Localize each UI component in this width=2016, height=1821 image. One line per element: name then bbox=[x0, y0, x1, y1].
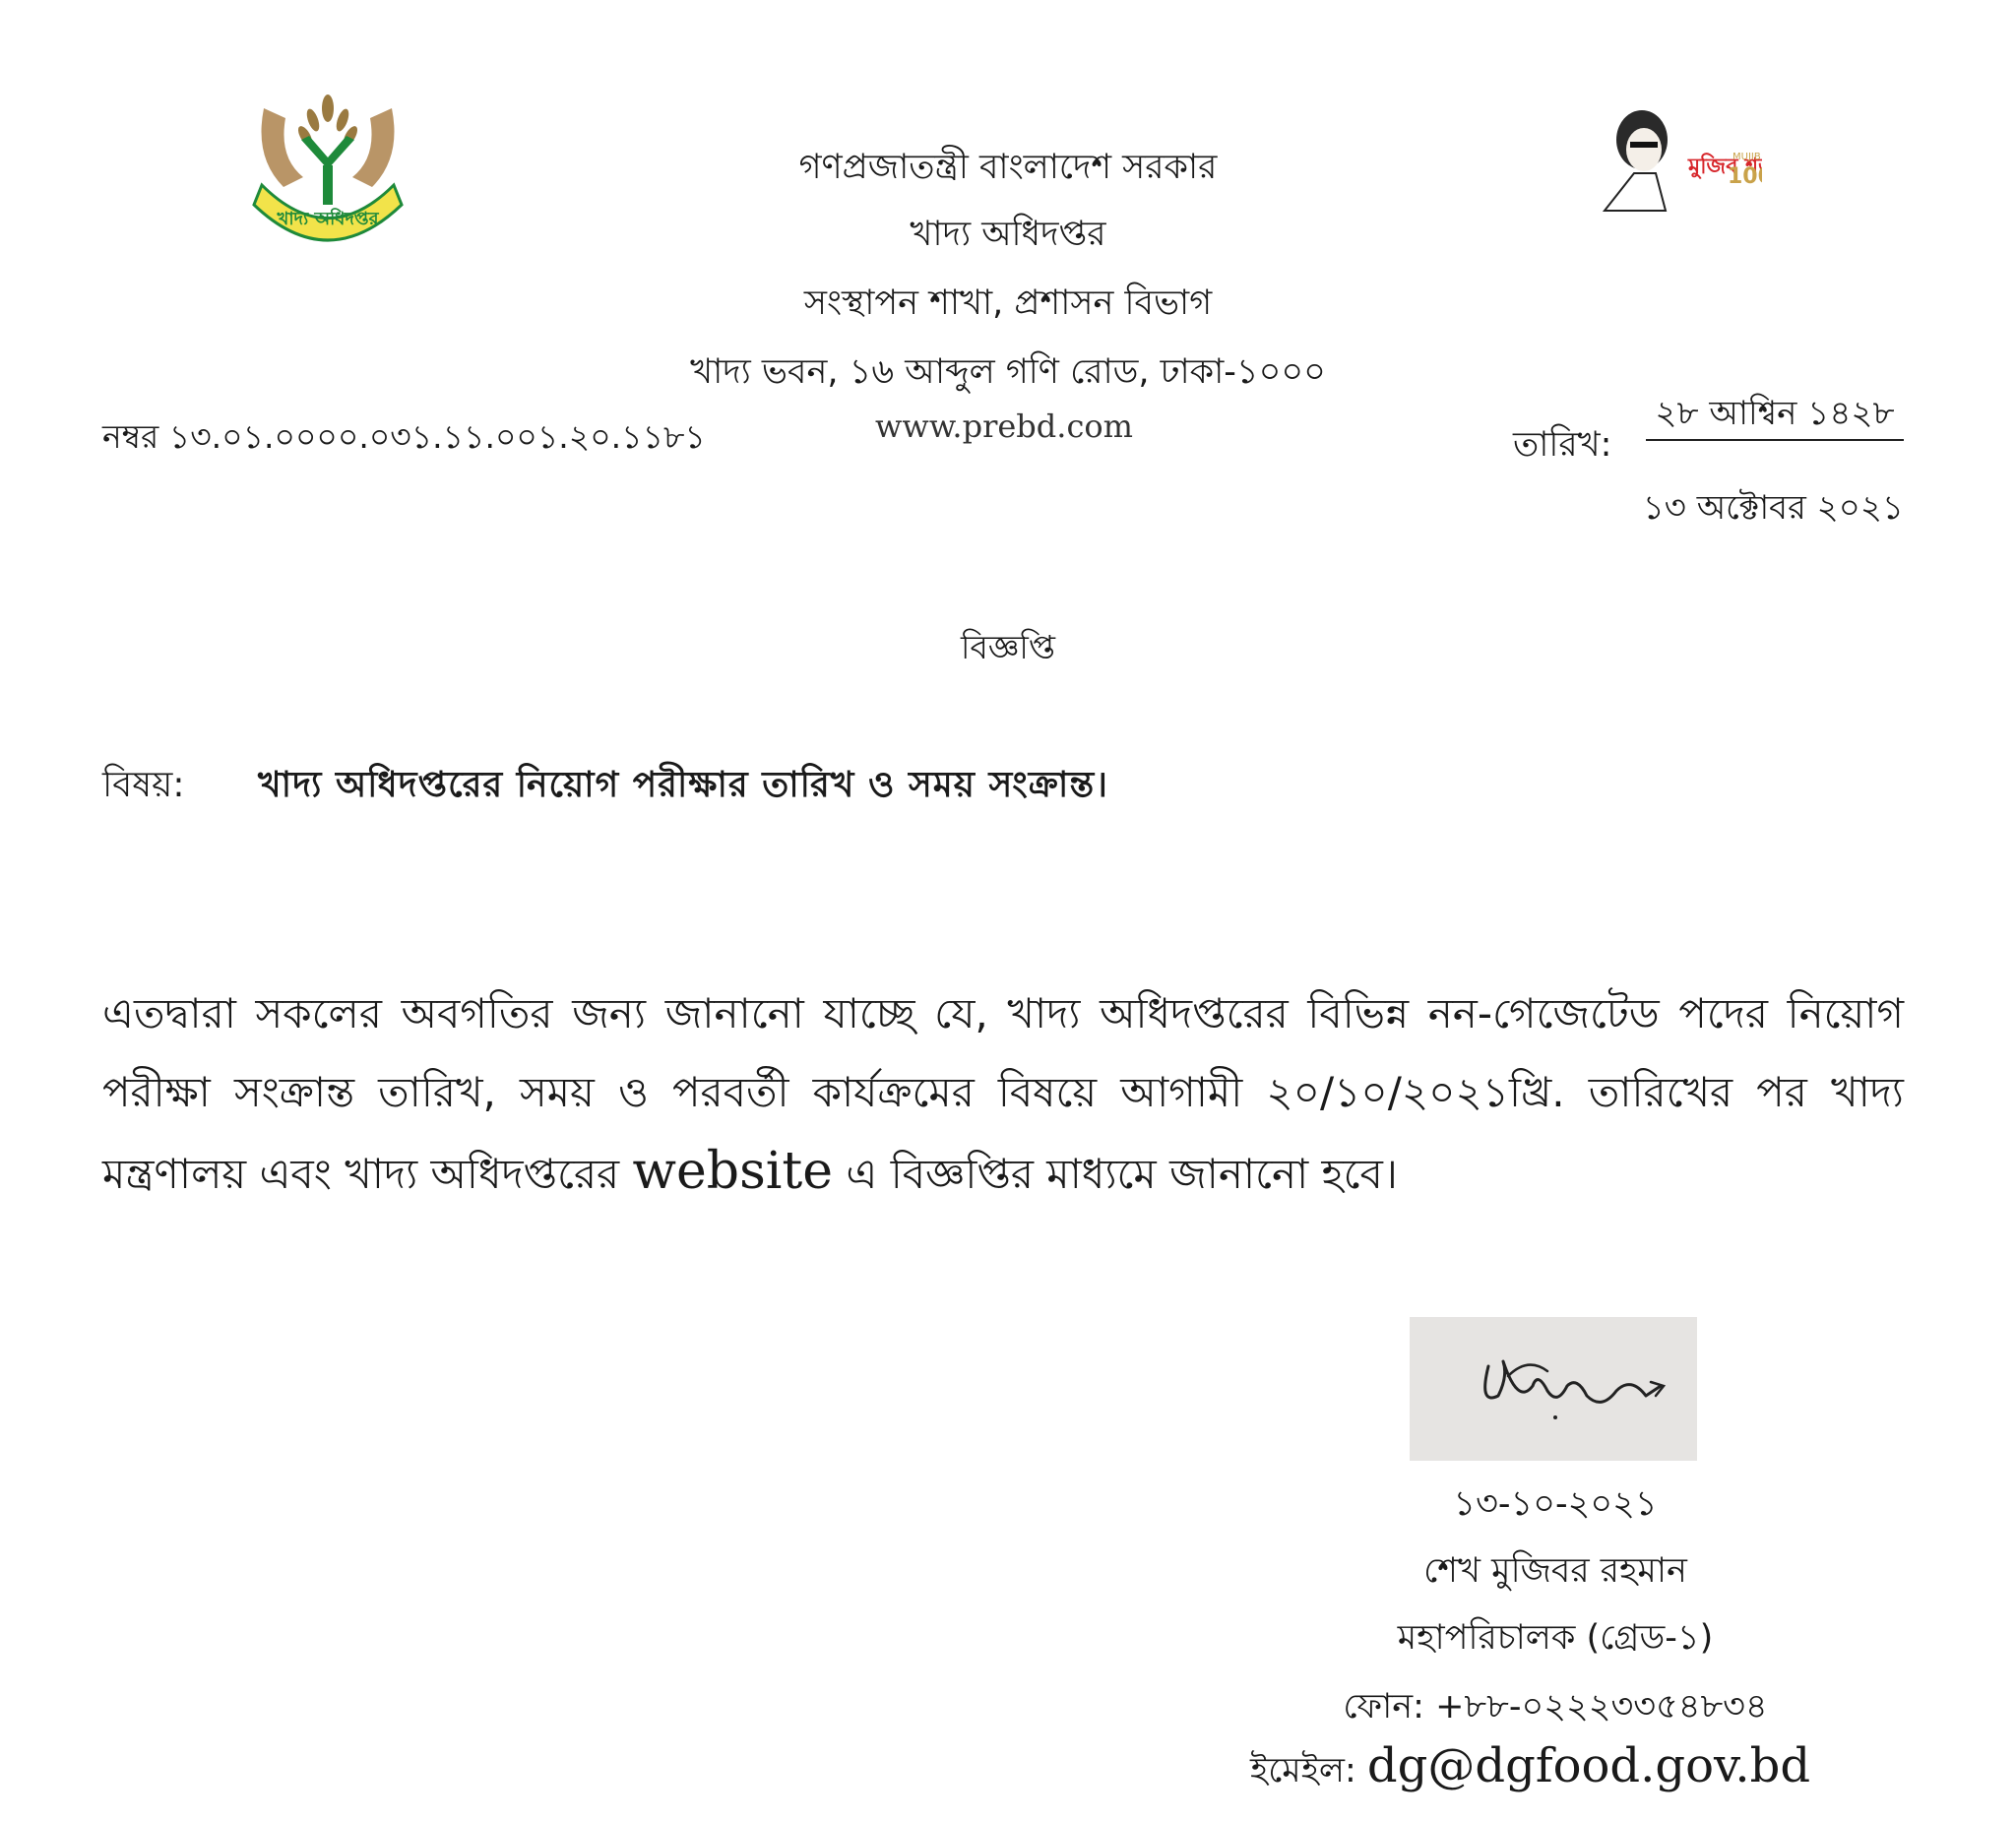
subject-text: খাদ্য অধিদপ্তরের নিয়োগ পরীক্ষার তারিখ ও সময় সংক্রান্ত। bbox=[258, 765, 1108, 805]
body-website-word: website bbox=[632, 1142, 834, 1201]
mujib-logo-num: 10 bbox=[1728, 164, 1758, 189]
website-url[interactable]: www.prebd.com bbox=[875, 408, 1133, 445]
notice-title: বিজ্ঞপ্তি bbox=[961, 628, 1055, 666]
signature-date: ১৩-১০-২০২১ bbox=[1453, 1484, 1658, 1524]
reference-number: নম্বর ১৩.০১.০০০০.০৩১.১১.০০১.২০.১১৮১ bbox=[102, 417, 706, 456]
mujib-100-logo bbox=[1595, 102, 1762, 220]
directorate-name: খাদ্য অধিদপ্তর bbox=[910, 215, 1106, 254]
email-address[interactable]: dg@dgfood.gov.bd bbox=[1366, 1738, 1811, 1793]
subject-label: বিষয়: bbox=[102, 765, 185, 805]
body-text-part1: এতদ্বারা সকলের অবগতির জন্য জানানো যাচ্ছে যে, খাদ্য অধিদপ্তরের বিভিন্ন নন-গেজেটেড পদের নিয়োগ পরীক্ষা সংক্রান্ত তারিখ, সময় ও পরবর্তী কার্যক্রমের বিষয়ে আগামী ২০/১০/২০২১খ্রি. তারিখের পর খাদ্য মন্ত্রণালয় এবং খাদ্য অধিদপ্তরের bbox=[102, 989, 1904, 1198]
signatory-name: শেখ মুজিবর রহমান bbox=[1423, 1551, 1687, 1591]
logo-label: খাদ্য অধিদপ্তর bbox=[277, 209, 379, 229]
notice-body bbox=[102, 974, 1904, 1214]
signatory-email-row bbox=[1250, 1738, 1810, 1801]
wheat-hands-emblem-icon bbox=[244, 79, 411, 246]
govt-name: গণপ্রজাতন্ত্রী বাংলাদেশ সরকার bbox=[798, 148, 1218, 187]
date-label: তারিখ: bbox=[1513, 425, 1612, 465]
directorate-logo bbox=[244, 79, 411, 246]
date-divider bbox=[1646, 439, 1904, 441]
mujib-logo-en: MUJIB bbox=[1732, 152, 1761, 162]
body-text-part2: এ বিজ্ঞপ্তির মাধ্যমে জানানো হবে। bbox=[833, 1150, 1398, 1198]
office-address: খাদ্য ভবন, ১৬ আব্দুল গণি রোড, ঢাকা-১০০০ bbox=[690, 352, 1326, 392]
mujib-portrait-icon bbox=[1595, 102, 1762, 220]
mujib-logo-text: মুজিব শ bbox=[1688, 155, 1759, 179]
date-gregorian: ১৩ অক্টোবর ২০২১ bbox=[1642, 488, 1904, 528]
signatory-designation: মহাপরিচালক (গ্রেড-১) bbox=[1397, 1618, 1714, 1658]
date-bangla: ২৮ আশ্বিন ১৪২৮ bbox=[1655, 394, 1895, 433]
section-name: সংস্থাপন শাখা, প্রশাসন বিভাগ bbox=[803, 283, 1213, 323]
signature-image bbox=[1410, 1317, 1697, 1461]
signatory-phone: ফোন: +৮৮-০২২২৩৩৫৪৮৩৪ bbox=[1343, 1687, 1768, 1727]
handwritten-signature-icon bbox=[1410, 1317, 1697, 1461]
email-label: ইমেইল: bbox=[1250, 1751, 1356, 1790]
